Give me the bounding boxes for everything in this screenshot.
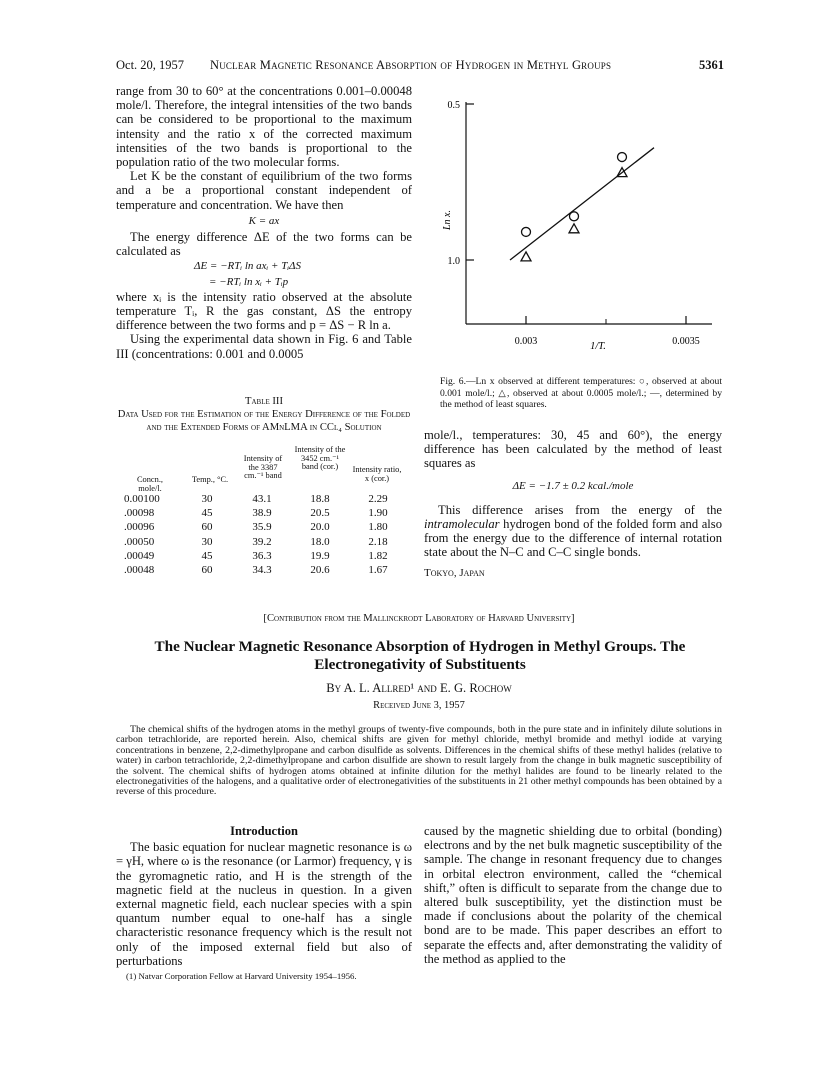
- header-title: Nuclear Magnetic Resonance Absorption of Hydrogen in Methyl Groups: [210, 58, 612, 72]
- table-cell: 19.9: [310, 549, 330, 562]
- table-cell: 18.0: [310, 535, 330, 548]
- table-cell: 30: [201, 493, 213, 506]
- equation-result: ΔE = −1.7 ± 0.2 kcal./mole: [512, 479, 634, 492]
- table-cell: 20.6: [310, 564, 330, 577]
- table-cell: .00098: [124, 507, 155, 520]
- table-header: Intensity of the 3387 cm.⁻¹ band: [243, 454, 283, 481]
- table-cell: 20.0: [310, 521, 330, 534]
- intro-left-column: [116, 824, 412, 981]
- header-date: Oct. 20, 1957: [116, 58, 185, 72]
- paragraph: This difference arises from the energy of the intramolecular hydrogen bond of the folded form and also from the energy due to the difference of internal rotation state about the N–C and C–C single bonds.: [424, 502, 722, 560]
- x-tick-label: 0.003: [514, 336, 538, 347]
- table-cell: 1.80: [368, 521, 388, 534]
- table-cell: 0.00100: [124, 493, 160, 506]
- y-tick-label: 0.5: [447, 100, 460, 111]
- table-cell: 34.3: [252, 564, 272, 577]
- paragraph: The energy difference ΔE of the two forms can be calculated as: [116, 230, 412, 259]
- received-date: Received June 3, 1957: [373, 700, 465, 711]
- table-cell: 18.8: [310, 493, 330, 506]
- table-cell: .00049: [124, 549, 155, 562]
- equation-k: K = ax: [248, 214, 280, 227]
- table-cell: 45: [201, 549, 213, 562]
- table-cell: 43.1: [252, 493, 272, 506]
- y-axis-label: Ln x.: [442, 210, 453, 230]
- figure-6: [430, 92, 724, 372]
- section-heading: Introduction: [230, 824, 298, 838]
- paragraph: Let K be the constant of equilibrium of the two forms and a be a proportional constant independent of temperature and concentration. We have then: [116, 169, 412, 212]
- left-column-top: [116, 84, 412, 361]
- table-header: Intensity ratio, x (cor.): [352, 465, 402, 483]
- table-cell: 2.18: [368, 535, 388, 548]
- x-axis-label: 1/T.: [590, 341, 606, 352]
- data-point-triangle: [569, 224, 579, 233]
- table-cell: 30: [201, 535, 213, 548]
- intro-right-column: caused by the magnetic shielding due to orbital (bonding) electrons and by the net bulk magnetic susceptibility of the sample. The change in resonant frequency due to changes in orbital electron environment, called the “chemical shift,” often is difficult to separate from the change due to altered bulk susceptibility, yet the distinction must be made if conclusions about the polarity of the chemical bond are to be made. This paper describes an effort to separate the effects and, after demonstrating the validity of the method as applied to the: [424, 824, 722, 966]
- data-point-circle: [618, 153, 627, 162]
- table-row: [124, 549, 406, 563]
- authors: By A. L. Allred¹ and E. G. Rochow: [326, 681, 512, 695]
- table-cell: 45: [201, 507, 213, 520]
- table-cell: 38.9: [252, 507, 272, 520]
- right-column-top: [424, 428, 722, 580]
- table-header: Concn., mole/l.: [136, 475, 164, 493]
- table-header: Intensity of the 3452 cm.⁻¹ band (cor.): [294, 445, 346, 472]
- table-row: [124, 535, 406, 549]
- footnote: (1) Natvar Corporation Fellow at Harvard University 1954–1956.: [126, 971, 357, 982]
- equation-delta-e-1: ΔE = −RTᵢ ln axᵢ + TᵢΔS: [194, 260, 302, 273]
- table-cell: 39.2: [252, 535, 272, 548]
- paragraph: Using the experimental data shown in Fig. 6 and Table III (concentrations: 0.001 and 0.0005: [116, 332, 412, 361]
- table-cell: .00048: [124, 564, 155, 577]
- table-row: [124, 506, 406, 520]
- table-cell: 20.5: [310, 507, 330, 520]
- contribution-line: [Contribution from the Mallinckrodt Laboratory of Harvard University]: [263, 613, 575, 624]
- table-cell: 2.29: [368, 493, 388, 506]
- table-cell: 60: [201, 521, 213, 534]
- table-row: [124, 563, 406, 577]
- paragraph: mole/l., temperatures: 30, 45 and 60°), the energy difference has been calculated by the method of least squares as: [424, 428, 722, 471]
- table-header: Temp., °C.: [191, 475, 229, 484]
- table-row: [124, 492, 406, 506]
- data-table: [124, 492, 406, 577]
- article-title: The Nuclear Magnetic Resonance Absorption of Hydrogen in Methyl Groups. The Electronegativity of Substituents: [154, 638, 686, 673]
- data-point-triangle: [521, 252, 531, 261]
- table-cell: 1.90: [368, 507, 388, 520]
- figure-caption: Fig. 6.—Ln x observed at different temperatures: ○, observed at about 0.001 mole/l.; △, observed at about 0.0005 mole/l.; —, determined by the method of least squares.: [440, 376, 722, 410]
- paragraph: range from 30 to 60° at the concentrations 0.001–0.00048 mole/l. Therefore, the integral intensities of the two bands can be considered to be proportional to the maximum intensity and the ratio x of the corrected maximum intensities of the two bands is proportional to the population ratio of the two molecular forms.: [116, 84, 412, 170]
- equation-delta-e-2: = −RTᵢ ln xᵢ + Tᵢp: [209, 275, 289, 288]
- table-cell: .00050: [124, 535, 155, 548]
- header-page-number: 5361: [699, 58, 724, 72]
- table-cell: 1.67: [368, 564, 388, 577]
- paragraph: where xᵢ is the intensity ratio observed at the absolute temperature Tᵢ, R the gas constant, ΔS the entropy difference between the two forms and p = ΔS − R ln a.: [116, 289, 412, 333]
- paragraph: The basic equation for nuclear magnetic resonance is ω = γH, where ω is the resonance (or Larmor) frequency, γ is the gyromagnetic ratio, and H is the strength of the magnetic field at the nucleus in question. In a given external magnetic field, each nuclear species with a spin quantum number equal to one-half has a single characteristic resonance frequency which is the result not only of the imposed external field but also of perturbations: [116, 840, 413, 968]
- running-header: [116, 58, 724, 76]
- table-caption: Data Used for the Estimation of the Energy Difference of the Folded and the Extended Forms of AMnLMA in CCl₄ Solution: [117, 409, 411, 433]
- table-cell: 36.3: [252, 549, 272, 562]
- table-cell: .00096: [124, 521, 155, 534]
- y-tick-label: 1.0: [447, 256, 460, 267]
- abstract: The chemical shifts of the hydrogen atoms in the methyl groups of twenty-five compounds, both in the pure state and in infinitely dilute solutions in carbon tetrachloride, are reported herein. Also, chemical shifts are given for methyl chloride, methyl bromide and methyl iodide at varying concentrations in benzene, 2,2-dimethylpropane and carbon disulfide as solvents. Differences in the chemical shifts of these methyl halides (relative to water) in carbon tetrachloride, 2,2-dimethylpropane and carbon disulfide are shown to result largely from the change in bulk magnetic susceptibility of the solvent. The chemical shifts of hydrogen atoms obtained at infinite dilution for the methyl halides are found to be linearly related to the electronegativities of the halogens, and a qualitative order of electronegativities of the substituents in 21 other methyl compounds has been obtained by a reverse of this procedure.: [116, 724, 722, 798]
- table-row: [124, 520, 406, 534]
- least-squares-line: [510, 148, 654, 260]
- table-cell: 60: [201, 564, 213, 577]
- x-tick-label: 0.0035: [672, 336, 700, 347]
- table-label: Table III: [245, 396, 283, 407]
- table-cell: 1.82: [368, 549, 388, 562]
- scatter-chart: [430, 92, 724, 352]
- data-point-circle: [522, 227, 531, 236]
- location: Tokyo, Japan: [424, 566, 485, 579]
- table-cell: 35.9: [252, 521, 272, 534]
